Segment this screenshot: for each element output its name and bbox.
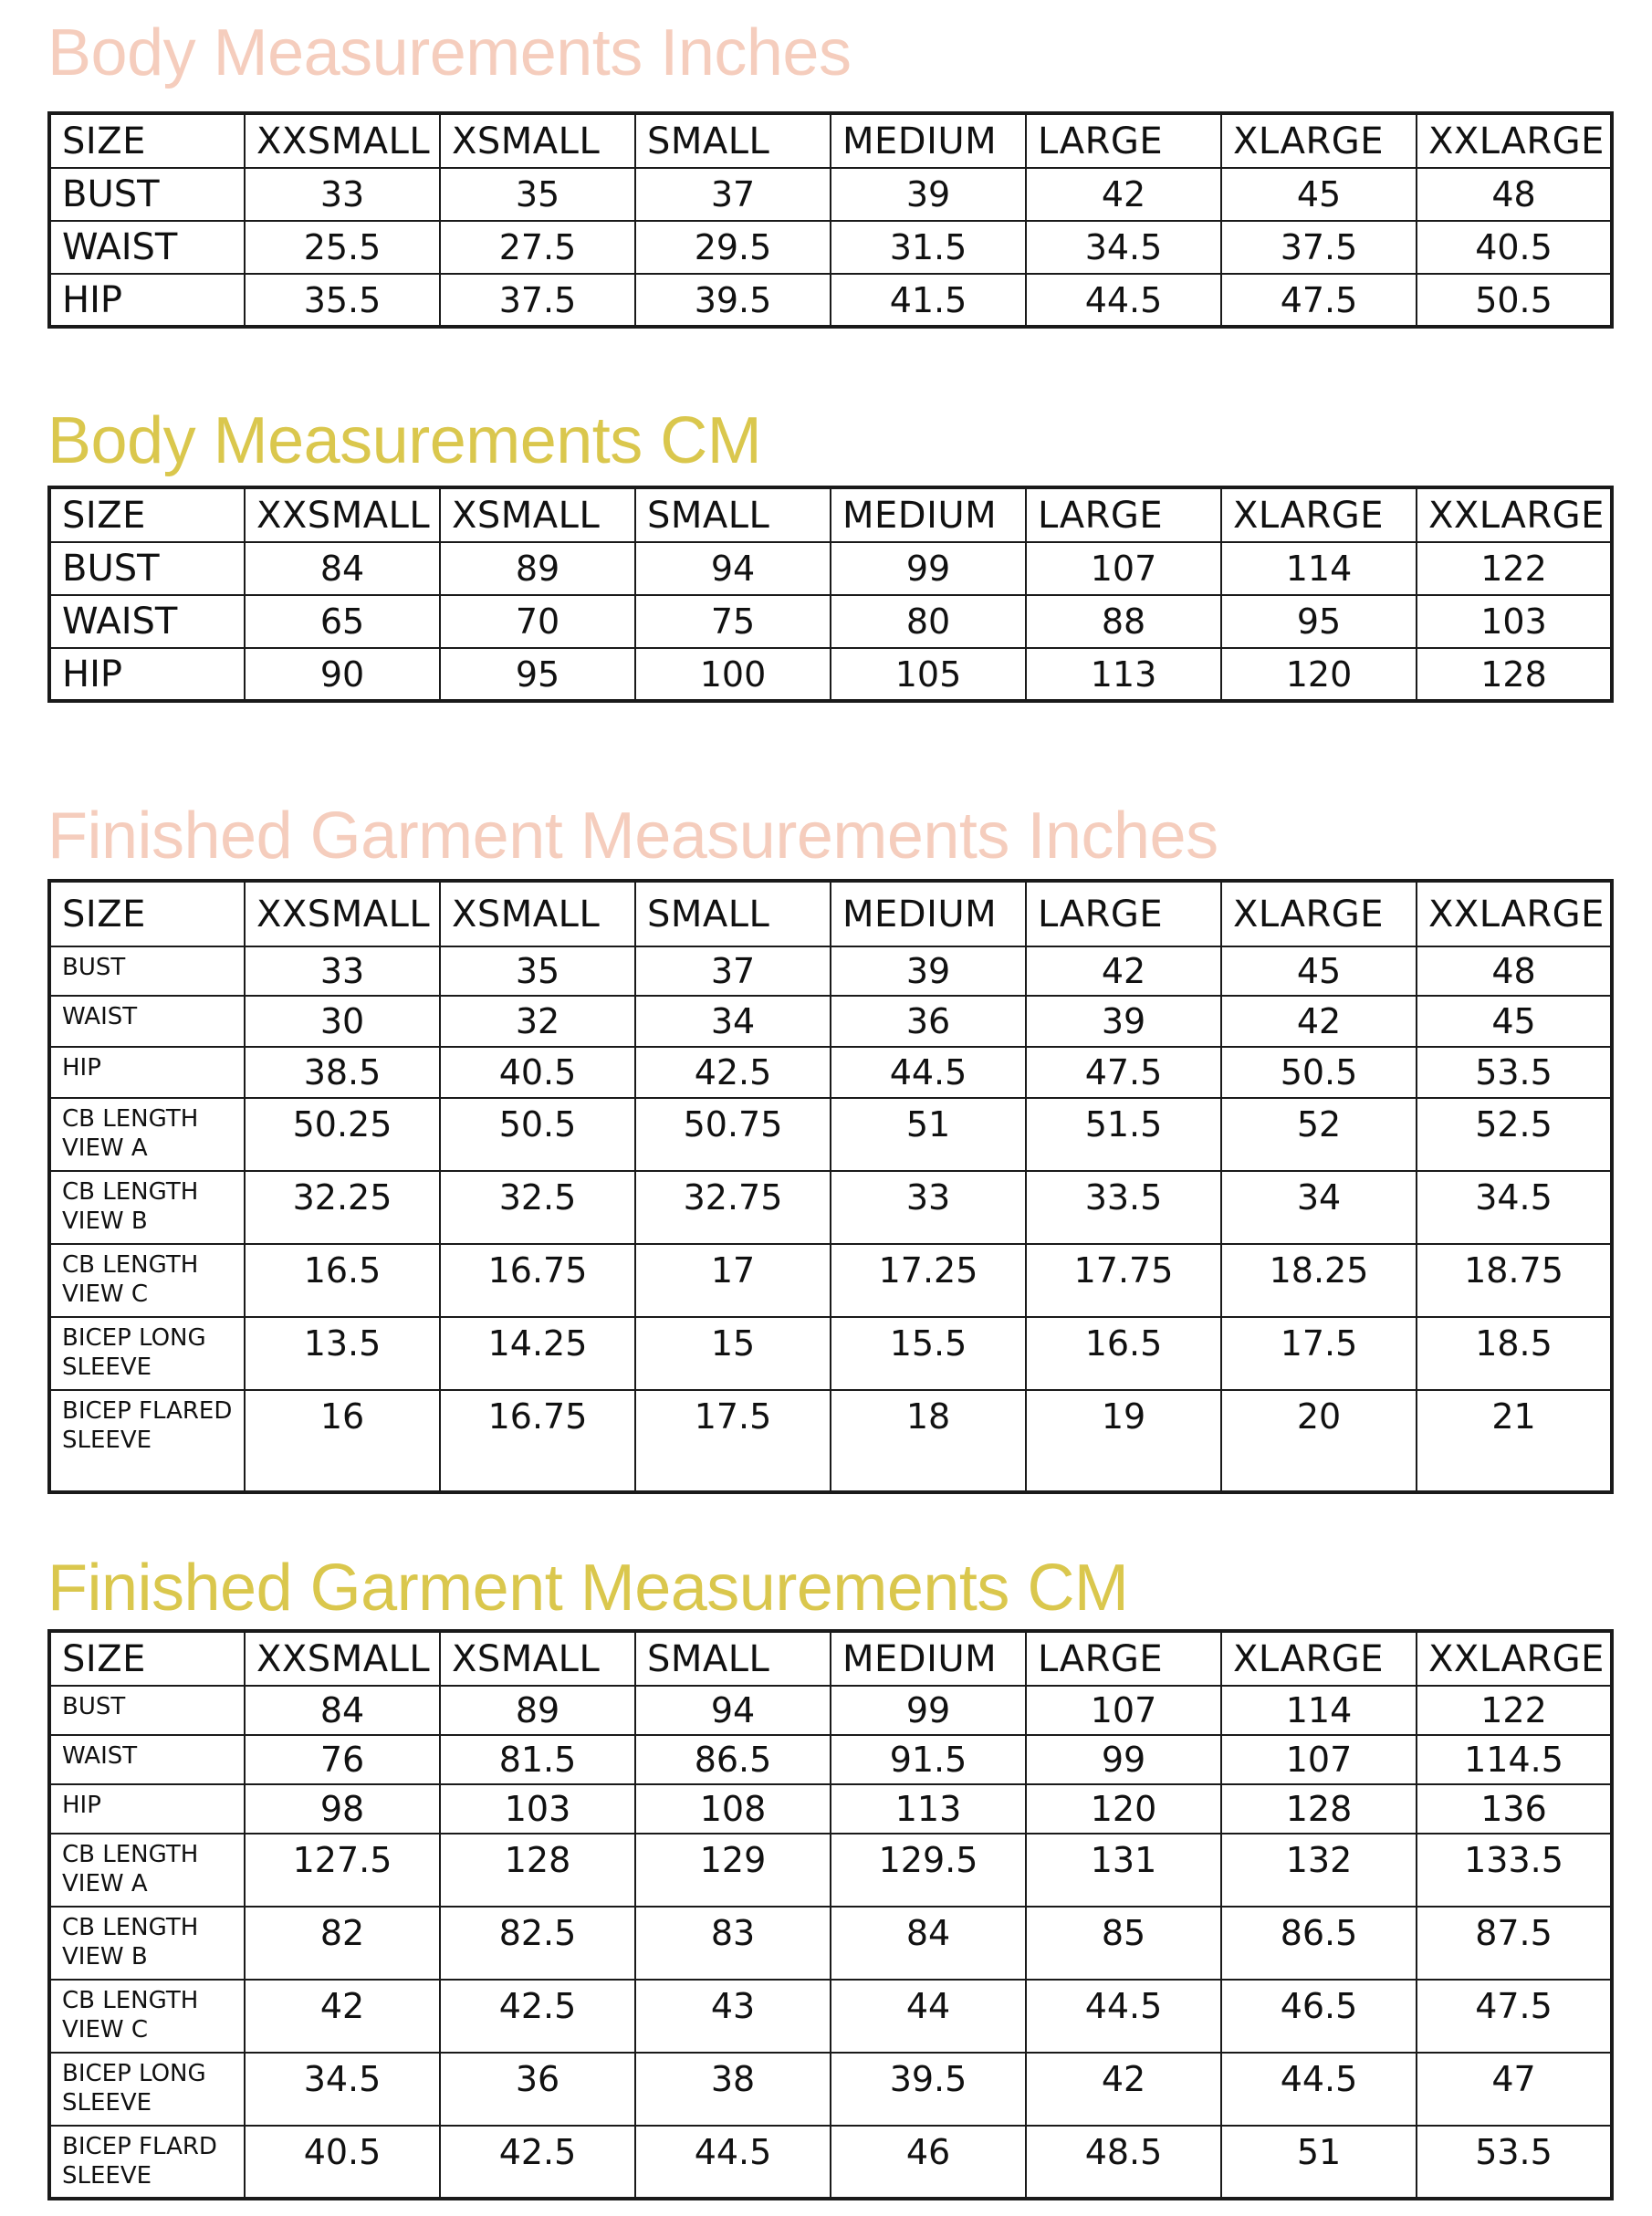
table-cell: 17.5 xyxy=(1221,1317,1417,1390)
table-finished-garment-measurements-inches xyxy=(47,879,1614,1494)
table-cell: 107 xyxy=(1026,1686,1221,1735)
row-label: WAIST xyxy=(49,595,245,648)
size-header-medium: MEDIUM xyxy=(831,113,1026,168)
table-cell: 42 xyxy=(1026,946,1221,996)
table-cell: 40.5 xyxy=(440,1047,635,1098)
table-cell: 122 xyxy=(1417,1686,1612,1735)
table-cell: 48 xyxy=(1417,168,1612,221)
table-cell: 108 xyxy=(635,1784,831,1834)
table-cell: 86.5 xyxy=(1221,1907,1417,1980)
table-cell: 89 xyxy=(440,542,635,595)
table-row-cb-length-view-a xyxy=(49,1098,1612,1171)
table-cell: 128 xyxy=(1221,1784,1417,1834)
table-cell: 129.5 xyxy=(831,1834,1026,1907)
table-cell: 95 xyxy=(440,648,635,701)
table-cell: 16.75 xyxy=(440,1244,635,1317)
table-cell: 37.5 xyxy=(440,274,635,327)
table-cell: 50.25 xyxy=(245,1098,440,1171)
row-label: BICEP FLARD SLEEVE xyxy=(49,2126,245,2199)
size-header-xsmall: XSMALL xyxy=(440,1631,635,1686)
table-cell: 103 xyxy=(1417,595,1612,648)
table-cell: 46.5 xyxy=(1221,1980,1417,2053)
row-label: WAIST xyxy=(49,996,245,1047)
table-cell: 38.5 xyxy=(245,1047,440,1098)
table-cell: 29.5 xyxy=(635,221,831,274)
size-header-xlarge: XLARGE xyxy=(1221,113,1417,168)
section-title-body-measurements-inches: Body Measurements Inches xyxy=(47,16,852,89)
section-title-finished-garment-measurements-inches: Finished Garment Measurements Inches xyxy=(47,800,1218,873)
table-row-cb-length-view-b xyxy=(49,1907,1612,1980)
table-cell: 36 xyxy=(440,2053,635,2126)
table-cell: 17.25 xyxy=(831,1244,1026,1317)
table-cell: 32.5 xyxy=(440,1171,635,1244)
table-cell: 13.5 xyxy=(245,1317,440,1390)
row-label: BICEP LONG SLEEVE xyxy=(49,1317,245,1390)
table-cell: 94 xyxy=(635,1686,831,1735)
table-cell: 32.75 xyxy=(635,1171,831,1244)
table-cell: 120 xyxy=(1221,648,1417,701)
table-cell: 131 xyxy=(1026,1834,1221,1907)
table-cell: 48.5 xyxy=(1026,2126,1221,2199)
table-cell: 113 xyxy=(831,1784,1026,1834)
table-cell: 87.5 xyxy=(1417,1907,1612,1980)
table-cell: 51 xyxy=(831,1098,1026,1171)
table-cell: 103 xyxy=(440,1784,635,1834)
table-cell: 44.5 xyxy=(1221,2053,1417,2126)
table-body-measurements-cm xyxy=(47,486,1614,703)
table-cell: 25.5 xyxy=(245,221,440,274)
table-cell: 50.5 xyxy=(1221,1047,1417,1098)
table-cell: 44.5 xyxy=(635,2126,831,2199)
table-cell: 75 xyxy=(635,595,831,648)
table-cell: 99 xyxy=(831,1686,1026,1735)
size-header-small: SMALL xyxy=(635,1631,831,1686)
table-row-waist xyxy=(49,595,1612,648)
table-cell: 18.5 xyxy=(1417,1317,1612,1390)
table-cell: 128 xyxy=(1417,648,1612,701)
size-header-small: SMALL xyxy=(635,487,831,542)
table-cell: 33.5 xyxy=(1026,1171,1221,1244)
table-cell: 114 xyxy=(1221,542,1417,595)
table-cell: 39.5 xyxy=(635,274,831,327)
table-row-bicep-flared-sleeve xyxy=(49,1390,1612,1492)
table-cell: 82 xyxy=(245,1907,440,1980)
table-cell: 47.5 xyxy=(1026,1047,1221,1098)
table-cell: 50.5 xyxy=(1417,274,1612,327)
table-cell: 42.5 xyxy=(440,2126,635,2199)
table-cell: 42 xyxy=(1221,996,1417,1047)
table-cell: 114 xyxy=(1221,1686,1417,1735)
row-label: CB LENGTH VIEW B xyxy=(49,1907,245,1980)
table-cell: 84 xyxy=(831,1907,1026,1980)
size-header-large: LARGE xyxy=(1026,1631,1221,1686)
table-cell: 37.5 xyxy=(1221,221,1417,274)
table-cell: 47 xyxy=(1417,2053,1612,2126)
table-cell: 27.5 xyxy=(440,221,635,274)
table-cell: 40.5 xyxy=(245,2126,440,2199)
table-cell: 120 xyxy=(1026,1784,1221,1834)
table-cell: 35 xyxy=(440,946,635,996)
table-cell: 42.5 xyxy=(635,1047,831,1098)
table-cell: 35.5 xyxy=(245,274,440,327)
table-cell: 17.5 xyxy=(635,1390,831,1492)
table-cell: 136 xyxy=(1417,1784,1612,1834)
header-row xyxy=(49,1631,1612,1686)
size-header-xxsmall: XXSMALL xyxy=(245,881,440,946)
table-row-bicep-flard-sleeve xyxy=(49,2126,1612,2199)
table-cell: 39 xyxy=(1026,996,1221,1047)
table-cell: 81.5 xyxy=(440,1735,635,1784)
table-cell: 76 xyxy=(245,1735,440,1784)
table-cell: 65 xyxy=(245,595,440,648)
table-row-waist xyxy=(49,996,1612,1047)
table-cell: 70 xyxy=(440,595,635,648)
table-cell: 99 xyxy=(831,542,1026,595)
table-row-cb-length-view-a xyxy=(49,1834,1612,1907)
table-cell: 19 xyxy=(1026,1390,1221,1492)
table-cell: 128 xyxy=(440,1834,635,1907)
size-header-medium: MEDIUM xyxy=(831,1631,1026,1686)
row-label: BICEP LONG SLEEVE xyxy=(49,2053,245,2126)
table-cell: 21 xyxy=(1417,1390,1612,1492)
table-cell: 122 xyxy=(1417,542,1612,595)
table-cell: 18.75 xyxy=(1417,1244,1612,1317)
table-cell: 17 xyxy=(635,1244,831,1317)
size-header-medium: MEDIUM xyxy=(831,881,1026,946)
size-header-xlarge: XLARGE xyxy=(1221,881,1417,946)
header-row xyxy=(49,487,1612,542)
table-cell: 15.5 xyxy=(831,1317,1026,1390)
table-cell: 15 xyxy=(635,1317,831,1390)
table-cell: 53.5 xyxy=(1417,1047,1612,1098)
table-cell: 132 xyxy=(1221,1834,1417,1907)
row-label: CB LENGTH VIEW C xyxy=(49,1980,245,2053)
table-cell: 91.5 xyxy=(831,1735,1026,1784)
size-header: SIZE xyxy=(49,113,245,168)
table-cell: 100 xyxy=(635,648,831,701)
table-cell: 31.5 xyxy=(831,221,1026,274)
table-row-cb-length-view-b xyxy=(49,1171,1612,1244)
table-cell: 129 xyxy=(635,1834,831,1907)
table-cell: 113 xyxy=(1026,648,1221,701)
table-cell: 40.5 xyxy=(1417,221,1612,274)
table-cell: 107 xyxy=(1221,1735,1417,1784)
size-header-xxsmall: XXSMALL xyxy=(245,113,440,168)
table-cell: 50.5 xyxy=(440,1098,635,1171)
table-cell: 33 xyxy=(831,1171,1026,1244)
table-cell: 36 xyxy=(831,996,1026,1047)
row-label: HIP xyxy=(49,1047,245,1098)
table-row-hip xyxy=(49,1047,1612,1098)
row-label: WAIST xyxy=(49,1735,245,1784)
size-header-large: LARGE xyxy=(1026,113,1221,168)
table-cell: 42 xyxy=(245,1980,440,2053)
table-row-bust xyxy=(49,542,1612,595)
table-cell: 86.5 xyxy=(635,1735,831,1784)
table-row-bicep-long-sleeve xyxy=(49,1317,1612,1390)
table-cell: 98 xyxy=(245,1784,440,1834)
table-row-bicep-long-sleeve xyxy=(49,2053,1612,2126)
table-cell: 32 xyxy=(440,996,635,1047)
table-row-bust xyxy=(49,1686,1612,1735)
row-label: CB LENGTH VIEW C xyxy=(49,1244,245,1317)
table-cell: 35 xyxy=(440,168,635,221)
table-cell: 85 xyxy=(1026,1907,1221,1980)
table-cell: 34 xyxy=(1221,1171,1417,1244)
row-label: BUST xyxy=(49,168,245,221)
size-header-large: LARGE xyxy=(1026,487,1221,542)
size-header-xlarge: XLARGE xyxy=(1221,1631,1417,1686)
size-header-xxlarge: XXLARGE xyxy=(1417,487,1612,542)
table-cell: 16.5 xyxy=(1026,1317,1221,1390)
table-cell: 38 xyxy=(635,2053,831,2126)
size-header-xxlarge: XXLARGE xyxy=(1417,881,1612,946)
table-cell: 133.5 xyxy=(1417,1834,1612,1907)
table-cell: 39.5 xyxy=(831,2053,1026,2126)
table-cell: 37 xyxy=(635,168,831,221)
table-cell: 37 xyxy=(635,946,831,996)
table-cell: 30 xyxy=(245,996,440,1047)
header-row xyxy=(49,113,1612,168)
row-label: BUST xyxy=(49,1686,245,1735)
table-cell: 44.5 xyxy=(831,1047,1026,1098)
table-cell: 83 xyxy=(635,1907,831,1980)
table-cell: 47.5 xyxy=(1417,1980,1612,2053)
table-row-cb-length-view-c xyxy=(49,1980,1612,2053)
table-cell: 39 xyxy=(831,946,1026,996)
size-header-medium: MEDIUM xyxy=(831,487,1026,542)
table-row-waist xyxy=(49,221,1612,274)
table-cell: 105 xyxy=(831,648,1026,701)
table-cell: 16.75 xyxy=(440,1390,635,1492)
table-cell: 84 xyxy=(245,542,440,595)
row-label: HIP xyxy=(49,648,245,701)
table-cell: 42 xyxy=(1026,168,1221,221)
size-header-small: SMALL xyxy=(635,113,831,168)
table-cell: 43 xyxy=(635,1980,831,2053)
table-cell: 53.5 xyxy=(1417,2126,1612,2199)
table-cell: 52 xyxy=(1221,1098,1417,1171)
table-cell: 32.25 xyxy=(245,1171,440,1244)
table-cell: 51.5 xyxy=(1026,1098,1221,1171)
table-finished-garment-measurements-cm xyxy=(47,1629,1614,2200)
table-cell: 51 xyxy=(1221,2126,1417,2199)
table-cell: 33 xyxy=(245,946,440,996)
table-cell: 14.25 xyxy=(440,1317,635,1390)
table-cell: 41.5 xyxy=(831,274,1026,327)
table-cell: 82.5 xyxy=(440,1907,635,1980)
header-row xyxy=(49,881,1612,946)
table-cell: 95 xyxy=(1221,595,1417,648)
table-cell: 33 xyxy=(245,168,440,221)
section-title-body-measurements-cm: Body Measurements CM xyxy=(47,404,762,477)
table-cell: 42.5 xyxy=(440,1980,635,2053)
table-cell: 45 xyxy=(1417,996,1612,1047)
table-cell: 16.5 xyxy=(245,1244,440,1317)
size-header-xsmall: XSMALL xyxy=(440,113,635,168)
table-body-measurements-inches xyxy=(47,111,1614,329)
size-header-xxlarge: XXLARGE xyxy=(1417,1631,1612,1686)
table-row-bust xyxy=(49,168,1612,221)
size-header-xsmall: XSMALL xyxy=(440,487,635,542)
table-cell: 80 xyxy=(831,595,1026,648)
table-cell: 107 xyxy=(1026,542,1221,595)
section-title-finished-garment-measurements-cm: Finished Garment Measurements CM xyxy=(47,1552,1129,1625)
table-cell: 52.5 xyxy=(1417,1098,1612,1171)
table-row-cb-length-view-c xyxy=(49,1244,1612,1317)
row-label: CB LENGTH VIEW A xyxy=(49,1098,245,1171)
table-cell: 48 xyxy=(1417,946,1612,996)
row-label: CB LENGTH VIEW A xyxy=(49,1834,245,1907)
table-cell: 34.5 xyxy=(245,2053,440,2126)
table-cell: 89 xyxy=(440,1686,635,1735)
table-cell: 46 xyxy=(831,2126,1026,2199)
size-header-xsmall: XSMALL xyxy=(440,881,635,946)
table-cell: 44 xyxy=(831,1980,1026,2053)
table-row-hip xyxy=(49,1784,1612,1834)
size-header-xxsmall: XXSMALL xyxy=(245,1631,440,1686)
table-cell: 127.5 xyxy=(245,1834,440,1907)
table-cell: 42 xyxy=(1026,2053,1221,2126)
table-cell: 88 xyxy=(1026,595,1221,648)
size-header: SIZE xyxy=(49,487,245,542)
size-header: SIZE xyxy=(49,881,245,946)
size-header-xlarge: XLARGE xyxy=(1221,487,1417,542)
row-label: HIP xyxy=(49,1784,245,1834)
size-header: SIZE xyxy=(49,1631,245,1686)
table-cell: 17.75 xyxy=(1026,1244,1221,1317)
row-label: WAIST xyxy=(49,221,245,274)
table-cell: 44.5 xyxy=(1026,1980,1221,2053)
table-cell: 34.5 xyxy=(1417,1171,1612,1244)
row-label: BICEP FLARED SLEEVE xyxy=(49,1390,245,1492)
size-header-large: LARGE xyxy=(1026,881,1221,946)
table-cell: 44.5 xyxy=(1026,274,1221,327)
table-cell: 20 xyxy=(1221,1390,1417,1492)
table-cell: 114.5 xyxy=(1417,1735,1612,1784)
table-row-waist xyxy=(49,1735,1612,1784)
table-row-bust xyxy=(49,946,1612,996)
table-cell: 34 xyxy=(635,996,831,1047)
table-cell: 18.25 xyxy=(1221,1244,1417,1317)
row-label: BUST xyxy=(49,946,245,996)
table-cell: 47.5 xyxy=(1221,274,1417,327)
table-cell: 45 xyxy=(1221,168,1417,221)
table-cell: 39 xyxy=(831,168,1026,221)
table-cell: 34.5 xyxy=(1026,221,1221,274)
table-cell: 94 xyxy=(635,542,831,595)
table-cell: 84 xyxy=(245,1686,440,1735)
table-row-hip xyxy=(49,274,1612,327)
size-header-xxsmall: XXSMALL xyxy=(245,487,440,542)
table-row-hip xyxy=(49,648,1612,701)
table-cell: 16 xyxy=(245,1390,440,1492)
table-cell: 18 xyxy=(831,1390,1026,1492)
table-cell: 45 xyxy=(1221,946,1417,996)
row-label: CB LENGTH VIEW B xyxy=(49,1171,245,1244)
table-cell: 99 xyxy=(1026,1735,1221,1784)
table-cell: 50.75 xyxy=(635,1098,831,1171)
size-header-small: SMALL xyxy=(635,881,831,946)
size-header-xxlarge: XXLARGE xyxy=(1417,113,1612,168)
table-cell: 90 xyxy=(245,648,440,701)
row-label: BUST xyxy=(49,542,245,595)
row-label: HIP xyxy=(49,274,245,327)
